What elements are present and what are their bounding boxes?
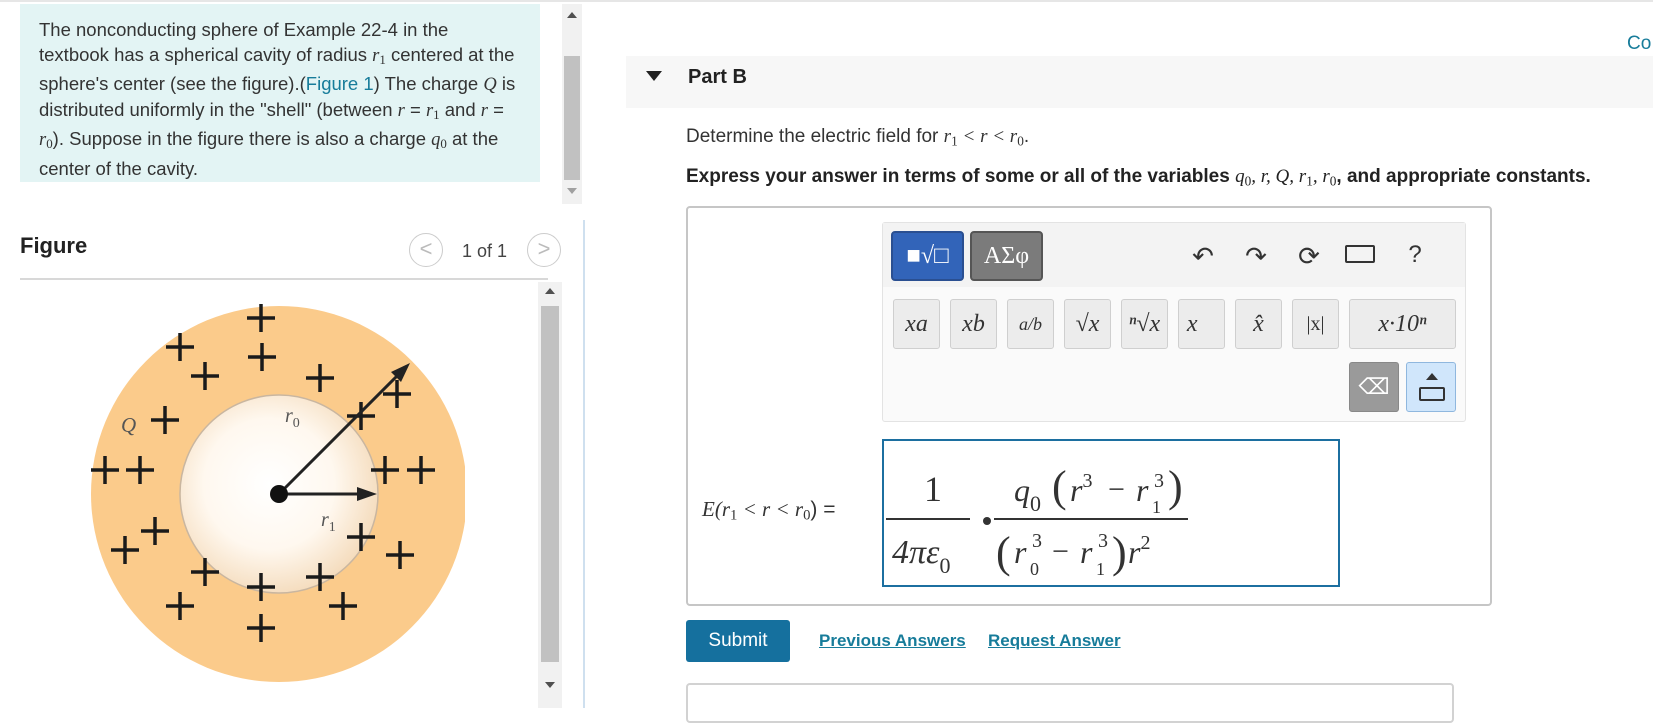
sphere-figure — [85, 300, 465, 700]
den-r: $r^2$ — [1128, 532, 1151, 570]
minus-sign: − — [1108, 473, 1125, 506]
vector-button[interactable]: x⃗ — [1178, 299, 1225, 349]
label-r0: $r_0$ — [285, 405, 300, 431]
subscript-button[interactable]: xb — [950, 299, 997, 349]
keyboard-toggle-button[interactable] — [1406, 362, 1456, 412]
center-charge-dot — [270, 485, 288, 503]
r-term: $r^3$ — [1070, 470, 1093, 508]
templates-button[interactable]: ■√□ — [891, 231, 964, 281]
fraction-button[interactable]: a/b — [1007, 299, 1054, 349]
denominator-text: $4\pi\varepsilon_0$ — [892, 534, 951, 578]
numerator-q: $q_0$ — [1014, 472, 1041, 516]
answer-denominator — [992, 443, 1192, 583]
figure-scrollbar-thumb[interactable] — [541, 306, 559, 662]
den-minus: − — [1052, 535, 1069, 568]
times-dot — [983, 517, 991, 525]
help-icon[interactable]: ? — [1408, 241, 1422, 268]
den-r1-exp: 3 — [1098, 530, 1108, 552]
undo-icon[interactable]: ↶ — [1192, 241, 1214, 271]
co-link[interactable]: Co — [1627, 33, 1652, 54]
absolute-value-button[interactable]: |x| — [1292, 299, 1339, 349]
express-instruction: Express your answer in terms of some or all of the variables $q_0$, r, Q, $r_1$, $r_0$, and appropriate constants. — [686, 166, 1591, 189]
instruction-text: Determine the electric field for $r_1 < r < r_0$. — [686, 126, 1030, 149]
figure-divider — [20, 278, 548, 280]
problem-text: The nonconducting sphere of Example 22-4 in the textbook has a spherical cavity of radius $r_1$ centered at the sphere's center (see the figure).(Figure 1) The charge Q is distributed uniformly in the "shell" (between $r = r_1$ and $r = r_0$). Suppose in the figure there is also a charge $q_0$ at the center of the cavity. — [39, 19, 516, 180]
den-r0: r — [1014, 534, 1027, 570]
submit-button[interactable]: Submit — [686, 620, 790, 662]
scrollbar-thumb[interactable] — [564, 56, 580, 180]
answer-label: $E(r_1 < r < r_0)$ = — [702, 497, 836, 524]
delete-button[interactable]: ⌫ — [1349, 362, 1399, 412]
unit-vector-button[interactable]: x̂ — [1235, 299, 1282, 349]
next-figure-button[interactable]: > — [527, 233, 561, 267]
scroll-down-icon[interactable] — [567, 188, 577, 194]
superscript-button[interactable]: xa — [893, 299, 940, 349]
part-b-header[interactable] — [626, 56, 1653, 108]
figure-title: Figure — [20, 233, 88, 258]
paren-right: ) — [1168, 462, 1183, 511]
pane-splitter[interactable] — [583, 220, 585, 708]
den-r1-sub: 1 — [1096, 559, 1105, 579]
keyboard-shortcuts-icon[interactable] — [1345, 245, 1375, 263]
keyboard-icon — [1419, 387, 1445, 401]
request-answer-link[interactable]: Request Answer — [988, 631, 1121, 650]
label-Q: Q — [121, 413, 137, 437]
figure-scrollbar[interactable] — [538, 282, 562, 708]
var-r1: $r_1$ — [372, 45, 386, 67]
reset-icon[interactable]: ⟳ — [1298, 241, 1320, 271]
left-pane — [0, 0, 585, 708]
nth-root-button[interactable]: ⁿ√x — [1121, 299, 1168, 349]
square-root-button[interactable]: √x — [1064, 299, 1111, 349]
den-paren-right: ) — [1112, 528, 1127, 577]
figure-pager-text: 1 of 1 — [462, 241, 508, 261]
figure-scroll-down-icon[interactable] — [545, 682, 555, 688]
scroll-up-icon[interactable] — [567, 12, 577, 18]
numerator-one: 1 — [924, 469, 942, 509]
prev-figure-button[interactable]: < — [409, 233, 443, 267]
figure-scroll-up-icon[interactable] — [545, 288, 555, 294]
math-toolbar — [882, 222, 1466, 422]
var-q0: $q_0$ — [431, 130, 447, 152]
label-r1: $r_1$ — [321, 509, 336, 535]
previous-answers-link[interactable]: Previous Answers — [819, 631, 966, 650]
problem-statement — [20, 4, 540, 182]
part-label: Part B — [688, 66, 747, 88]
collapse-caret-icon[interactable] — [646, 71, 662, 81]
greek-symbols-button[interactable]: ΑΣφ — [970, 231, 1043, 281]
problem-scrollbar[interactable] — [562, 4, 582, 204]
den-r1: r — [1080, 534, 1093, 570]
var-Q: Q — [483, 75, 497, 96]
answer-input[interactable] — [882, 439, 1340, 587]
figure-link[interactable]: Figure 1 — [305, 73, 374, 95]
den-paren-left: ( — [996, 528, 1011, 577]
den-r0-sub: 0 — [1030, 559, 1039, 579]
scientific-notation-button[interactable]: x·10ⁿ — [1349, 299, 1456, 349]
r1-exp: 3 — [1154, 470, 1164, 492]
r1-sub: 1 — [1152, 497, 1161, 517]
redo-icon[interactable]: ↷ — [1245, 241, 1267, 271]
paren-left: ( — [1052, 462, 1067, 511]
den-r0-exp: 3 — [1032, 530, 1042, 552]
feedback-box — [686, 683, 1454, 723]
caret-up-icon — [1426, 373, 1438, 380]
r1-term: r — [1136, 472, 1149, 508]
